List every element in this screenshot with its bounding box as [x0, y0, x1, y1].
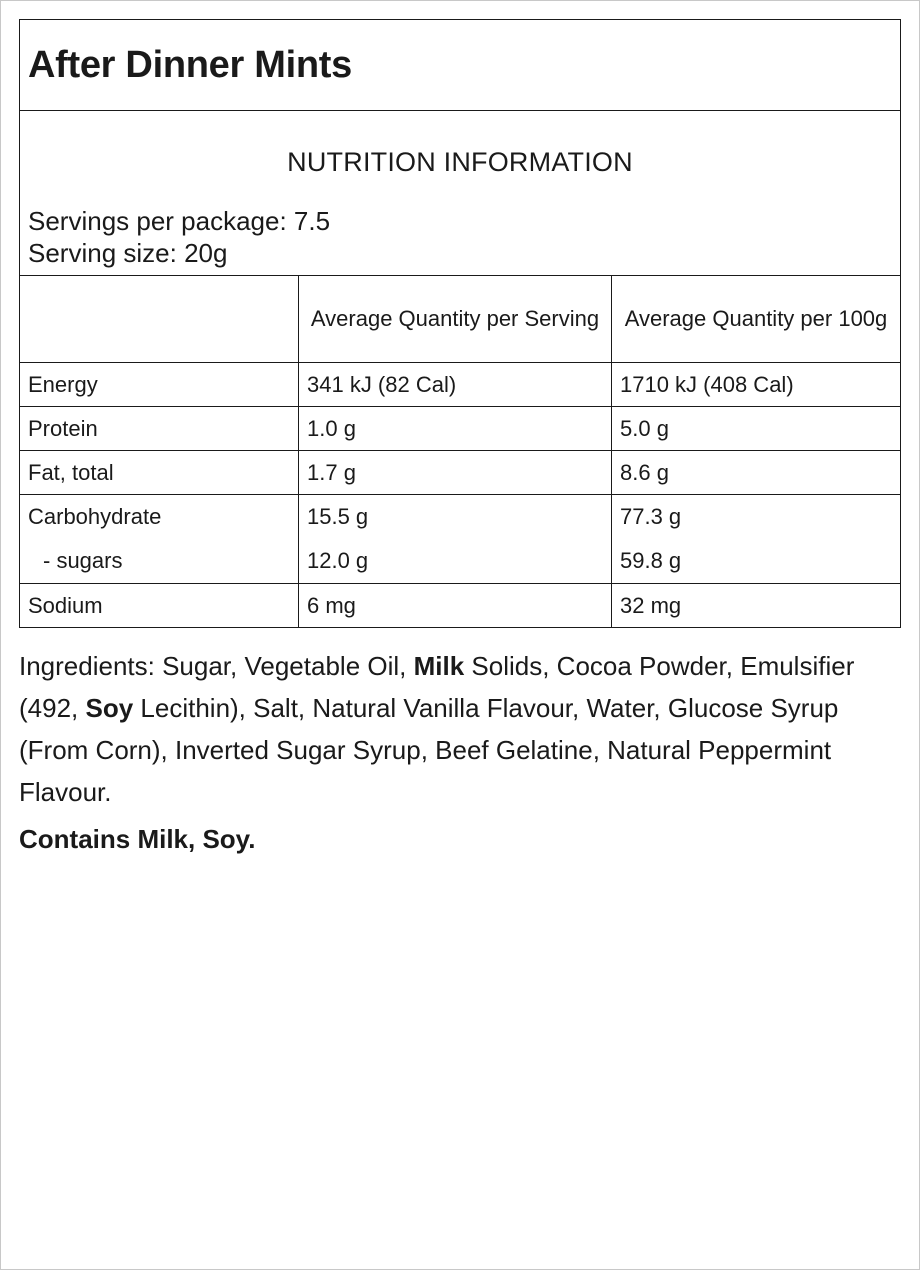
ingredients-part-3: Lecithin), Salt, Natural Vanilla Flavour, Water, Glucose Syrup (From Corn), Inverted Sugar Syrup, Beef Gelatine, Natural Peppermint Flavour. — [19, 693, 839, 807]
row-per-100g: 77.3 g — [620, 504, 682, 529]
row-label: Energy — [20, 363, 299, 407]
allergen-soy: Soy — [85, 693, 134, 723]
row-per-serving: 6 mg — [299, 584, 612, 628]
table-row-fat — [20, 451, 900, 495]
row-label: Carbohydrate — [28, 504, 162, 529]
nutrition-label — [19, 19, 901, 628]
nutrition-info-box — [19, 111, 901, 628]
allergen-milk: Milk — [413, 651, 465, 681]
row-per-serving-group — [299, 495, 612, 584]
table-row-carbohydrate — [20, 495, 900, 584]
nutrition-table — [20, 275, 900, 627]
header-per-100g: Average Quantity per 100g — [612, 276, 901, 363]
row-per-serving: 15.5 g — [307, 504, 369, 529]
servings-block — [20, 203, 900, 275]
ingredients-part-1: Ingredients: Sugar, Vegetable Oil, — [19, 651, 414, 681]
header-per-serving: Average Quantity per Serving — [299, 276, 612, 363]
table-row-protein — [20, 407, 900, 451]
table-header-row — [20, 276, 900, 363]
table-row-energy — [20, 363, 900, 407]
row-per-serving: 1.7 g — [299, 451, 612, 495]
title-box — [19, 19, 901, 111]
row-per-100g-group — [612, 495, 901, 584]
ingredients-text — [19, 645, 901, 813]
row-sub-per-100g: 59.8 g — [620, 548, 682, 573]
row-label: Fat, total — [20, 451, 299, 495]
row-label-group — [20, 495, 299, 584]
table-row-sodium — [20, 584, 900, 628]
nutrition-heading: NUTRITION INFORMATION — [287, 147, 633, 177]
row-per-100g: 32 mg — [612, 584, 901, 628]
header-empty-cell — [20, 276, 299, 363]
allergen-statement: Contains Milk, Soy. — [19, 824, 256, 854]
row-per-100g: 8.6 g — [612, 451, 901, 495]
row-sublabel: - sugars — [43, 548, 123, 573]
row-per-serving: 341 kJ (82 Cal) — [299, 363, 612, 407]
row-per-100g: 1710 kJ (408 Cal) — [612, 363, 901, 407]
row-sub-per-serving: 12.0 g — [307, 548, 369, 573]
servings-per-package: Servings per package: 7.5 — [28, 206, 331, 236]
product-title: After Dinner Mints — [28, 43, 352, 86]
row-label: Protein — [20, 407, 299, 451]
row-label: Sodium — [20, 584, 299, 628]
row-per-serving: 1.0 g — [299, 407, 612, 451]
serving-size: Serving size: 20g — [28, 238, 228, 268]
row-per-100g: 5.0 g — [612, 407, 901, 451]
ingredients-part-2: Solids, Cocoa Powder, Emulsifier (492, — [19, 651, 855, 723]
